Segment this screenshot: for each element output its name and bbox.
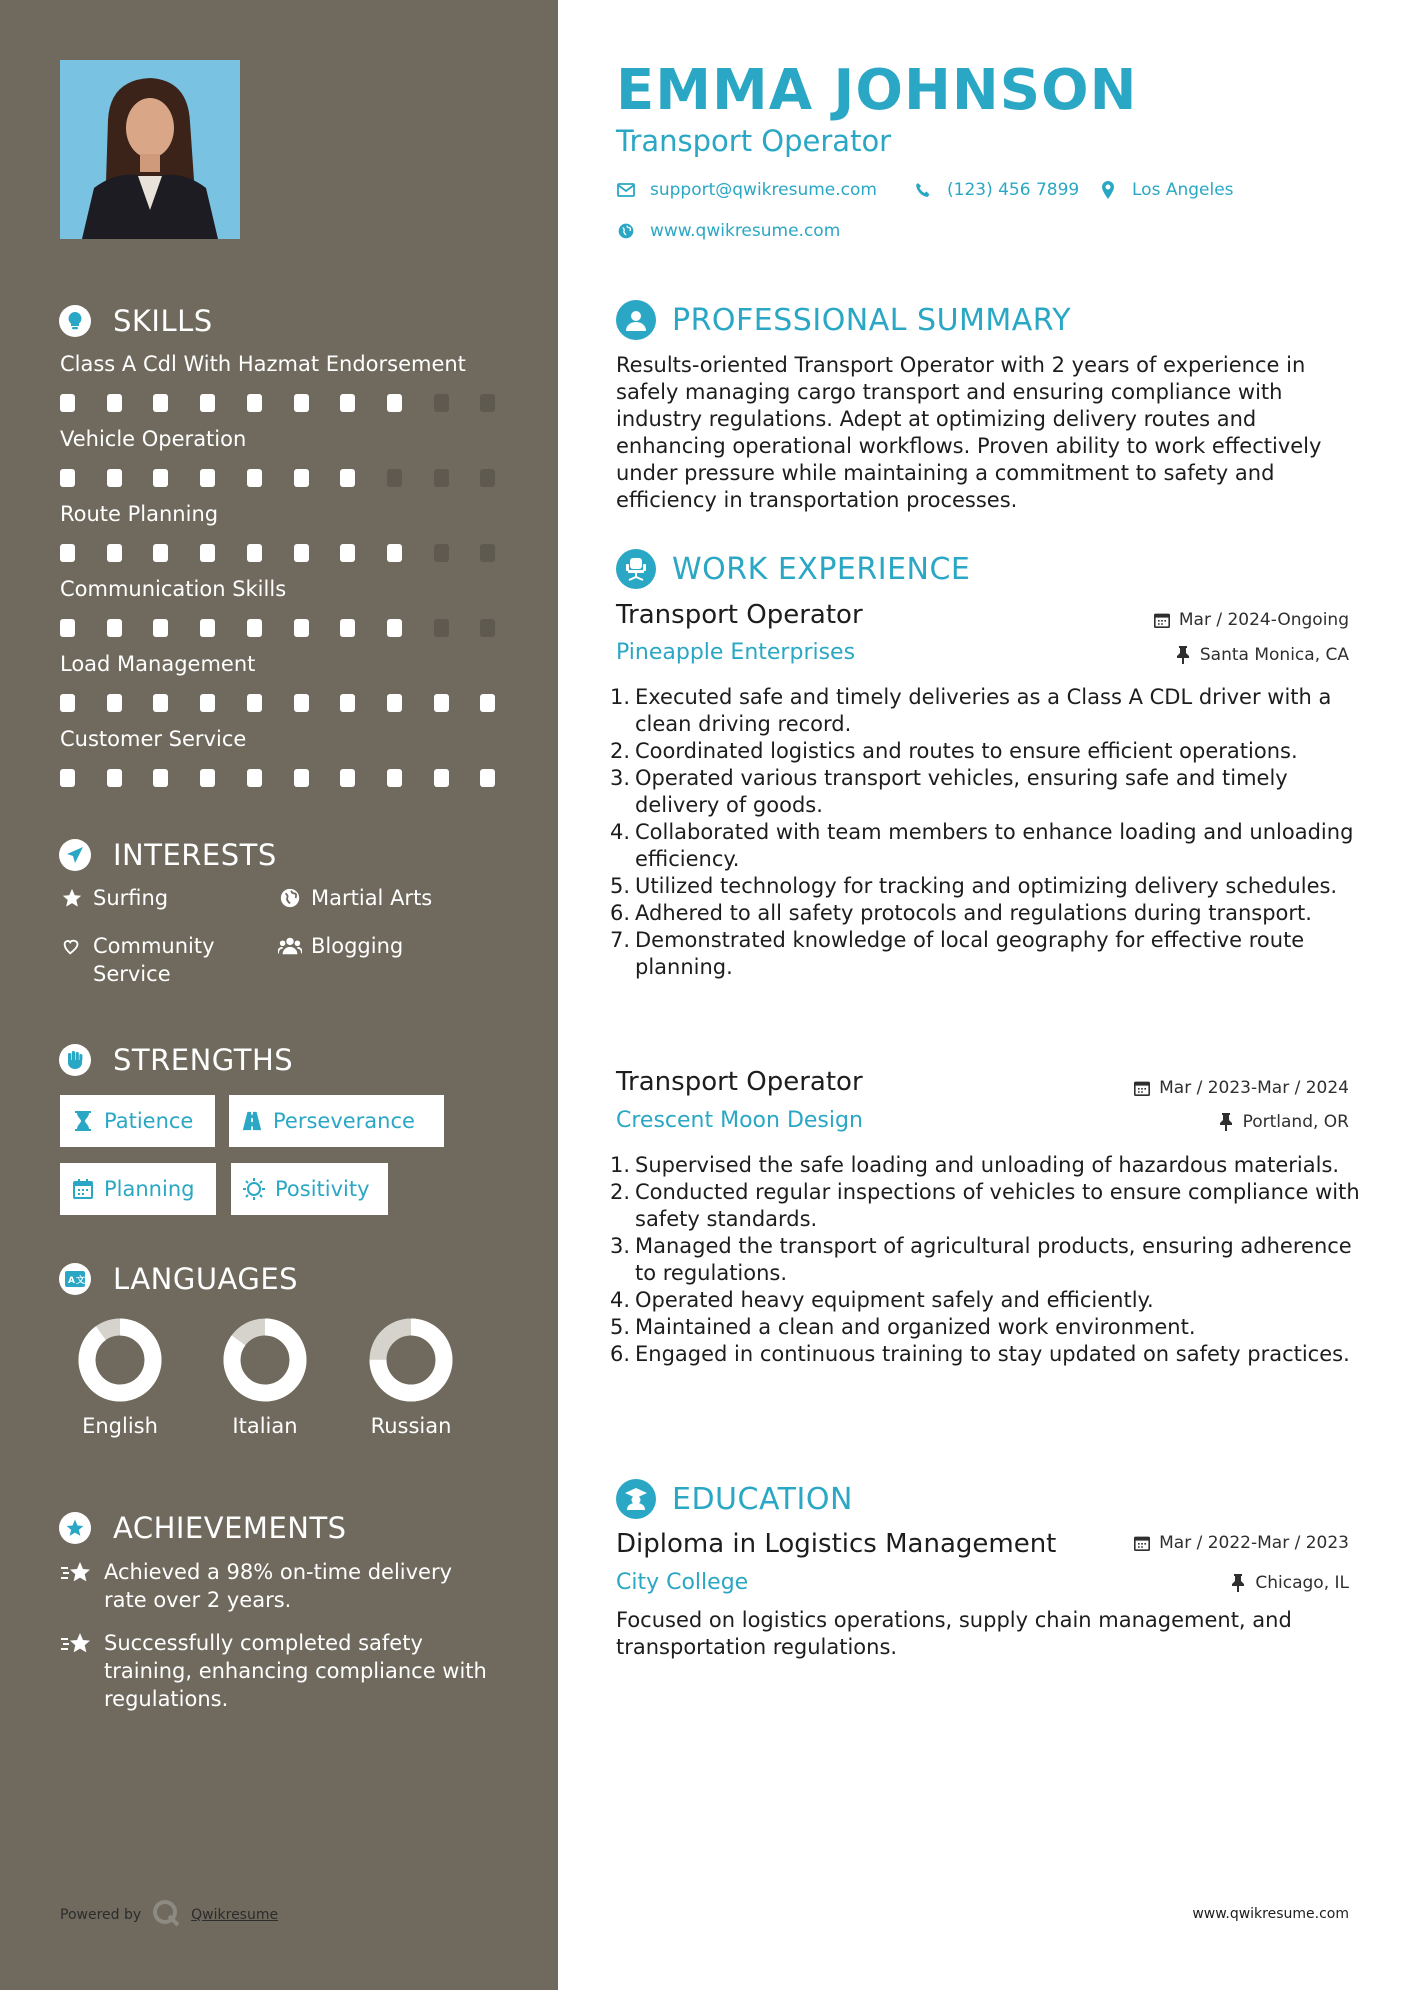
list-item: Managed the transport of agricultural products, ensuring adherence to regulations. xyxy=(635,1234,1352,1285)
skill-item: Communication Skills xyxy=(60,577,510,601)
skill-dot xyxy=(247,469,262,487)
skill-dot xyxy=(200,544,215,562)
skill-rating xyxy=(60,619,500,637)
skill-dot xyxy=(340,544,355,562)
education-heading: EDUCATION xyxy=(616,1479,853,1519)
skill-rating xyxy=(60,769,500,787)
list-item: Coordinated logistics and routes to ensure efficient operations. xyxy=(635,739,1298,763)
skill-dot xyxy=(60,694,75,712)
calendar-icon xyxy=(1153,611,1171,629)
qwikresume-link[interactable]: Qwikresume xyxy=(191,1907,279,1923)
skill-dot xyxy=(107,544,122,562)
skill-dot xyxy=(294,544,309,562)
skill-dot xyxy=(434,544,449,562)
skill-item: Load Management xyxy=(60,652,510,676)
skill-dot xyxy=(294,769,309,787)
location-contact: Los Angeles xyxy=(1098,180,1234,200)
list-item: Supervised the safe loading and unloading of hazardous materials. xyxy=(635,1153,1340,1177)
list-item: Collaborated with team members to enhance loading and unloading efficiency. xyxy=(635,820,1354,871)
skill-dot xyxy=(387,394,402,412)
qwikresume-logo-icon xyxy=(151,1898,181,1932)
skill-dot xyxy=(200,469,215,487)
skill-item: Route Planning xyxy=(60,502,510,526)
skill-dot xyxy=(60,769,75,787)
list-item: Operated various transport vehicles, ensuring safe and timely delivery of goods. xyxy=(635,766,1288,817)
interests-heading: INTERESTS xyxy=(59,838,277,872)
language-item: Russian xyxy=(351,1310,471,1450)
strength-badge: Patience xyxy=(60,1095,215,1147)
skill-dot xyxy=(60,394,75,412)
skill-dot xyxy=(340,694,355,712)
interest-item: Blogging xyxy=(278,932,403,960)
achievements-heading: ACHIEVEMENTS xyxy=(59,1511,347,1545)
heart-hand-icon xyxy=(60,932,84,960)
skill-dot xyxy=(153,769,168,787)
list-item: Conducted regular inspections of vehicles to ensure compliance with safety standards. xyxy=(635,1180,1360,1231)
graduate-icon xyxy=(616,1479,656,1519)
skill-dot xyxy=(107,394,122,412)
skill-dot xyxy=(480,694,495,712)
achievement-item: Successfully completed safety training, enhancing compliance with regulations. xyxy=(60,1629,500,1713)
candidate-title: Transport Operator xyxy=(616,124,892,158)
achievement-item: Achieved a 98% on-time delivery rate over 2 years. xyxy=(60,1558,500,1614)
skill-dot xyxy=(153,619,168,637)
skill-dot xyxy=(107,694,122,712)
skill-dot xyxy=(107,769,122,787)
skill-dot xyxy=(387,619,402,637)
skill-rating xyxy=(60,394,500,412)
footer-url[interactable]: www.qwikresume.com xyxy=(1192,1906,1349,1922)
phone-icon xyxy=(913,180,933,200)
phone-contact[interactable]: (123) 456 7899 xyxy=(913,180,1079,200)
summary-text: Results-oriented Transport Operator with 2 years of experience in safely managing cargo transport and ensuring compliance with industry regulations. Adept at optimizing delivery routes and enhancing operational workflows. Proven ability to work effectively under pressure while maintaining a commitment to safety and efficiency in transportation processes. xyxy=(616,353,1322,512)
skill-dot xyxy=(480,769,495,787)
skill-dot xyxy=(340,469,355,487)
envelope-icon xyxy=(616,180,636,200)
job-location: Santa Monica, CA xyxy=(1174,645,1349,665)
skill-dot xyxy=(153,469,168,487)
skill-dot xyxy=(434,694,449,712)
list-item: Engaged in continuous training to stay updated on safety practices. xyxy=(635,1342,1350,1366)
skill-dot xyxy=(247,394,262,412)
globe-icon xyxy=(278,884,302,912)
skill-dot xyxy=(153,694,168,712)
pushpin-icon xyxy=(1229,1574,1247,1592)
pushpin-icon xyxy=(1174,646,1192,664)
job-title: Transport Operator xyxy=(616,600,863,630)
office-chair-icon xyxy=(616,549,656,589)
skill-dot xyxy=(387,544,402,562)
skill-dot xyxy=(434,769,449,787)
svg-text:文: 文 xyxy=(76,1276,85,1286)
skill-dot xyxy=(107,469,122,487)
list-item: Adhered to all safety protocols and regulations during transport. xyxy=(635,901,1312,925)
skill-dot xyxy=(153,544,168,562)
skills-heading: SKILLS xyxy=(59,304,213,338)
shooting-star-icon xyxy=(60,1629,94,1657)
website-contact[interactable]: www.qwikresume.com xyxy=(616,221,840,241)
skill-item: Customer Service xyxy=(60,727,510,751)
skill-dot xyxy=(107,619,122,637)
list-item: Maintained a clean and organized work environment. xyxy=(635,1315,1196,1339)
language-item: Italian xyxy=(205,1310,325,1450)
skill-dot xyxy=(434,394,449,412)
interest-item: Martial Arts xyxy=(278,884,432,912)
skill-dot xyxy=(480,619,495,637)
skill-dot xyxy=(200,394,215,412)
skill-dot xyxy=(60,544,75,562)
skill-dot xyxy=(200,619,215,637)
education-description: Focused on logistics operations, supply chain management, and transportation regulations. xyxy=(616,1608,1292,1659)
list-item: Utilized technology for tracking and optimizing delivery schedules. xyxy=(635,874,1338,898)
skill-rating xyxy=(60,469,500,487)
list-item: Executed safe and timely deliveries as a Class A CDL driver with a clean driving record. xyxy=(635,685,1332,736)
language-donut xyxy=(60,1310,180,1410)
lightbulb-icon xyxy=(59,305,91,337)
job-responsibilities xyxy=(610,684,1360,981)
skill-rating xyxy=(60,544,500,562)
skill-dot xyxy=(480,469,495,487)
users-icon xyxy=(278,932,302,960)
interest-item: Surfing xyxy=(60,884,168,912)
skill-dot xyxy=(200,769,215,787)
company-name: Crescent Moon Design xyxy=(616,1108,863,1133)
shooting-star-icon xyxy=(60,1558,94,1586)
company-name: Pineapple Enterprises xyxy=(616,640,856,665)
language-donut xyxy=(205,1310,325,1410)
globe-icon xyxy=(616,221,636,241)
skill-dot xyxy=(294,469,309,487)
skill-dot xyxy=(387,769,402,787)
list-item: Demonstrated knowledge of local geography for effective route planning. xyxy=(635,928,1305,979)
list-item: Operated heavy equipment safely and efficiently. xyxy=(635,1288,1154,1312)
job-dates: Mar / 2023-Mar / 2024 xyxy=(1133,1078,1349,1098)
email-contact[interactable]: support@qwikresume.com xyxy=(616,180,877,200)
profile-photo xyxy=(60,60,240,239)
skill-dot xyxy=(247,769,262,787)
skill-item: Class A Cdl With Hazmat Endorsement xyxy=(60,352,510,376)
skill-dot xyxy=(294,619,309,637)
sun-icon xyxy=(243,1178,265,1200)
language-item: English xyxy=(60,1310,180,1450)
user-icon xyxy=(616,300,656,340)
skill-dot xyxy=(387,469,402,487)
job-title: Transport Operator xyxy=(616,1067,863,1097)
skill-dot xyxy=(60,469,75,487)
fist-icon xyxy=(59,1044,91,1076)
skill-dot xyxy=(434,619,449,637)
skill-rating xyxy=(60,694,500,712)
translate-icon xyxy=(59,1263,91,1295)
skill-dot xyxy=(200,694,215,712)
language-donut xyxy=(351,1310,471,1410)
map-pin-icon xyxy=(1098,180,1118,200)
skill-dot xyxy=(247,544,262,562)
skill-item: Vehicle Operation xyxy=(60,427,510,451)
education-location: Chicago, IL xyxy=(1229,1573,1349,1593)
school-name: City College xyxy=(616,1570,749,1595)
skill-dot xyxy=(480,394,495,412)
job-location: Portland, OR xyxy=(1217,1112,1349,1132)
skill-dot xyxy=(247,694,262,712)
experience-heading: WORK EXPERIENCE xyxy=(616,549,970,589)
interest-item: Community Service xyxy=(60,932,253,988)
summary-heading: PROFESSIONAL SUMMARY xyxy=(616,300,1071,340)
skill-dot xyxy=(60,619,75,637)
pushpin-icon xyxy=(1217,1113,1235,1131)
job-dates: Mar / 2024-Ongoing xyxy=(1153,610,1349,630)
sidebar xyxy=(0,0,558,1990)
powered-by: Powered by Qwikresume xyxy=(60,1898,278,1932)
skill-dot xyxy=(247,619,262,637)
skill-dot xyxy=(340,619,355,637)
skill-dot xyxy=(294,694,309,712)
strength-badge: Planning xyxy=(60,1163,216,1215)
star-icon xyxy=(60,884,84,912)
calendar-icon xyxy=(1133,1079,1151,1097)
candidate-name: EMMA JOHNSON xyxy=(616,58,1138,123)
award-icon xyxy=(59,1512,91,1544)
strength-badge: Positivity xyxy=(231,1163,388,1215)
skill-dot xyxy=(340,769,355,787)
strength-badge: Perseverance xyxy=(229,1095,444,1147)
degree-title: Diploma in Logistics Management xyxy=(616,1529,1057,1559)
hourglass-icon xyxy=(72,1110,94,1132)
job-responsibilities xyxy=(610,1152,1360,1368)
strengths-heading: STRENGTHS xyxy=(59,1043,293,1077)
skill-dot xyxy=(153,394,168,412)
svg-text:A: A xyxy=(68,1276,75,1286)
skill-dot xyxy=(340,394,355,412)
languages-heading: A 文 LANGUAGES xyxy=(59,1262,298,1296)
skill-dot xyxy=(294,394,309,412)
education-dates: Mar / 2022-Mar / 2023 xyxy=(1133,1533,1349,1553)
paper-plane-icon xyxy=(59,839,91,871)
donut-fill xyxy=(87,1327,153,1393)
skill-dot xyxy=(434,469,449,487)
skill-dot xyxy=(480,544,495,562)
road-icon xyxy=(241,1110,263,1132)
calendar-icon xyxy=(1133,1534,1151,1552)
skill-dot xyxy=(387,694,402,712)
calendar-icon xyxy=(72,1178,94,1200)
